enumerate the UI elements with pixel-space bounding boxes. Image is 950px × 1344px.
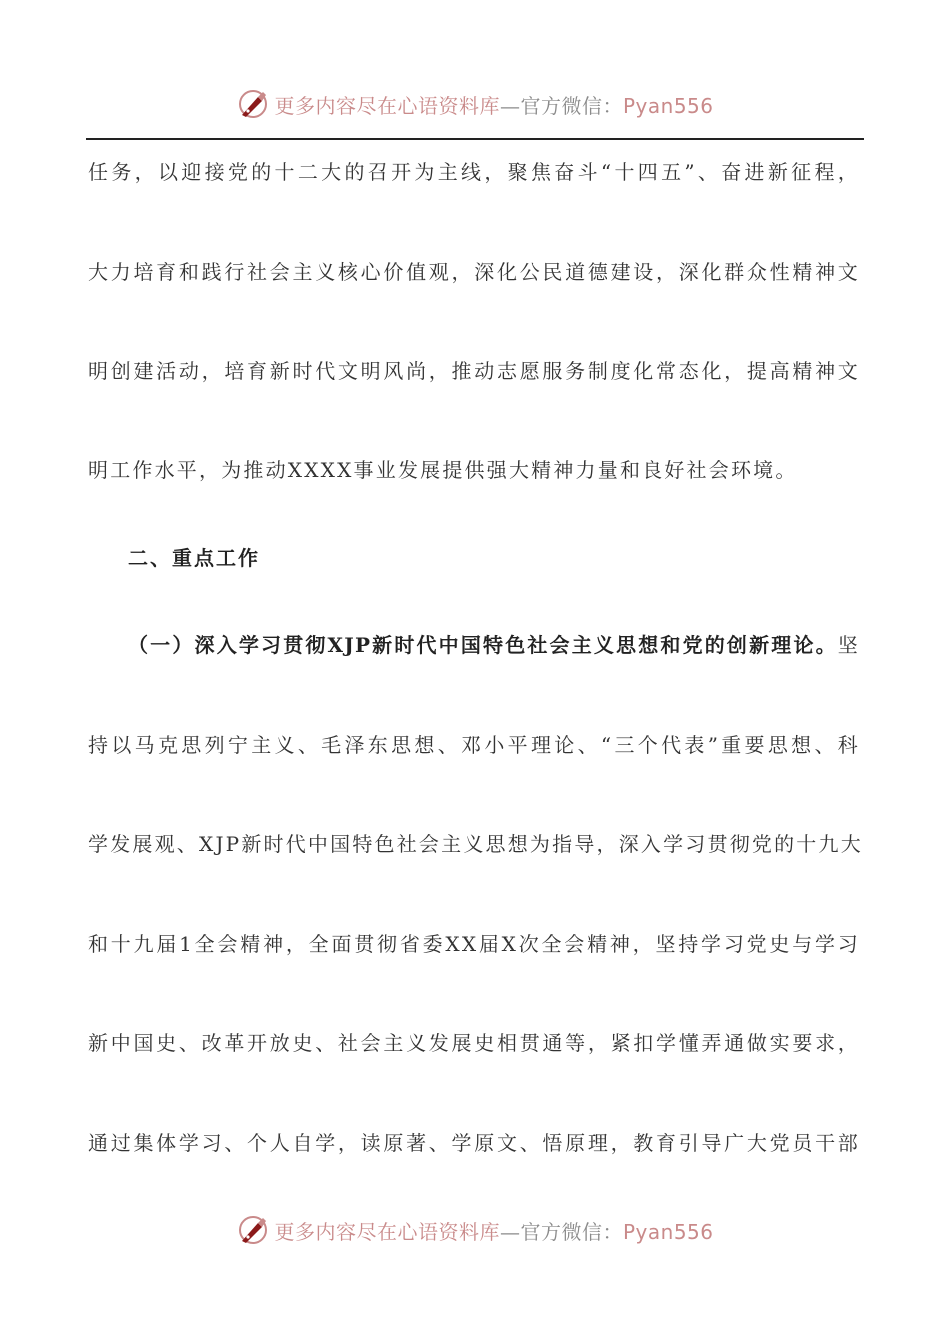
watermark-text: 更多内容尽在心语资料库—官方微信：Pyan556 bbox=[274, 1219, 714, 1244]
body-line: 新中国史、改革开放史、社会主义发展史相贯通等，紧扣学懂弄通做实要求， bbox=[88, 1031, 860, 1055]
pen-nib-logo-icon bbox=[236, 1213, 270, 1247]
body-line: 通过集体学习、个人自学，读原著、学原文、悟原理，教育引导广大党员干部 bbox=[88, 1131, 860, 1155]
body-line: 持以马克思列宁主义、毛泽东思想、邓小平理论、“三个代表”重要思想、科 bbox=[88, 733, 860, 757]
body-line: 任务，以迎接党的十二大的召开为主线，聚焦奋斗“十四五”、奋进新征程， bbox=[88, 160, 860, 184]
header-divider bbox=[86, 138, 864, 140]
body-line: 大力培育和践行社会主义核心价值观，深化公民道德建设，深化群众性精神文 bbox=[88, 260, 860, 284]
footer-watermark bbox=[0, 1212, 950, 1248]
pen-nib-logo-icon bbox=[236, 87, 270, 121]
body-line: 和十九届1全会精神，全面贯彻省委XX届X次全会精神，坚持学习党史与学习 bbox=[88, 932, 860, 956]
watermark-text: 更多内容尽在心语资料库—官方微信：Pyan556 bbox=[274, 93, 714, 118]
section-heading: 二、重点工作 bbox=[128, 546, 260, 570]
subsection-lead-line bbox=[128, 630, 860, 660]
body-line: 学发展观、XJP新时代中国特色社会主义思想为指导，深入学习贯彻党的十九大 bbox=[88, 832, 863, 856]
body-line: 明工作水平，为推动XXXX事业发展提供强大精神力量和良好社会环境。 bbox=[88, 458, 798, 482]
subsection-tail: 坚 bbox=[837, 633, 860, 657]
subsection-heading: （一）深入学习贯彻XJP新时代中国特色社会主义思想和党的创新理论。 bbox=[128, 633, 838, 657]
body-line: 明创建活动，培育新时代文明风尚，推动志愿服务制度化常态化，提高精神文 bbox=[88, 359, 860, 383]
header-watermark bbox=[0, 86, 950, 122]
